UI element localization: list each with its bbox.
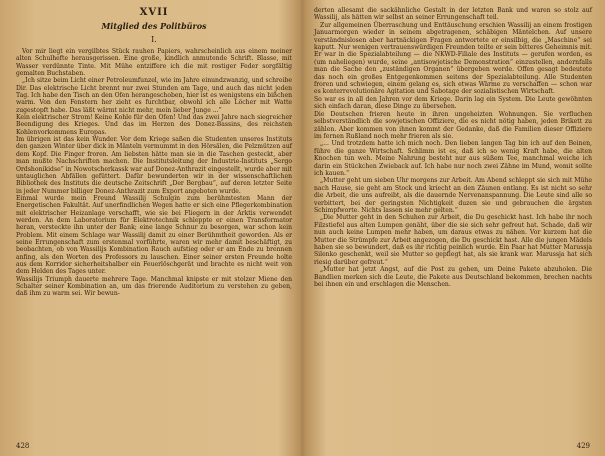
section-number: I. (151, 35, 157, 44)
paragraph: Wassilijs Triumph dauerte mehrere Tage. Manchmal knipste er mit stolzer Miene den Schalter seiner Kombination an, um das frierende Auditorium zu verstehen zu geben, daß ihm zu warm sei. Wir bewun- (16, 275, 292, 298)
page-number: 429 (576, 442, 590, 450)
paragraph: Vor mir liegt ein vergilbtes Stück rauhen Papiers, wahrscheinlich aus einem meiner alten Schulhefte herausgerissen. Eine große, kindlich anmutende Schrift. Blasse, mit Wasser verdünnte Tinte. Mit Mühe entziffere ich die mit rostiger Feder sorgfältig gemalten Buchstaben. (16, 48, 292, 78)
paragraph: „... Und trotzdem hatte ich mich noch. Den lieben langen Tag bin ich auf den Beinen, führe die ganze Wirtschaft. Schlimm ist es, daß ich so wenig Kraft habe, die alten Knochen tun weh. Meine Nahrung besteht nur aus süßem Tee, manchmal weiche ich darin ein Stückchen Zwieback auf. Ich habe nur noch zwei Zähne im Mund, womit sollte ich kauen.“ (314, 140, 592, 177)
paragraph: Einmal wurde mein Freund Wassilij Schulgin zum berühmtesten Mann der Energetischen Fakultät. Auf unerfindlichen Wegen hatte er sich eine Pflegerkombination mit elektrischer Heizanlage verschafft, wie sie bei Fliegern in der Arktis verwendet werden. An dem Laboratorium für Elektrotechnik schleppte er einen Transformator heran, versteckte ihn unter der Bank; eine lange Schnur zu besorgen, war schon kein Problem. Mit einem Schlage war Wassilij damit zu einer Berühmtheit geworden. Als er seine Errungenschaft zum erstenmal vorführte, waren wir mehr damit beschäftigt, zu beobachten, ob von Wassilijs Kombination Rauch aufstieg oder er am Ende zu brennen anfing, als den Worten des Professors zu lauschen. Einer seiner ersten Freunde holte aus dem Korridor sicherheitshalber ein Feuerlöschgerät und brachte es nicht weit von dem Helden des Tages unter. (16, 194, 292, 276)
chapter-title: Mitglied des Politbüros (101, 21, 207, 31)
paragraph: „Die Mutter geht in den Schuhen zur Arbeit, die Du geschickt hast. Ich habe ihr noch Filzstiefel aus alten Lumpen genäht, über die sie sich sehr gefreut hat. Schade, daß wir nun auch keine Lumpen mehr haben, um daraus etwas zu nähen. Vor kurzem hat die Mutter die Strümpfe zur Arbeit angezogen, die Du geschickt hast. Alle die jungen Mädels haben sie so bewundert, daß es ihr richtig peinlich wurde. Ein Paar hat Mutter Marussja Silenko geschenkt, weil sie Mutter so gepflegt hat, als sie krank war. Marussja hat sich riesig darüber gefreut.“ (314, 214, 592, 266)
paragraph: „Mutter hat jetzt Angst, auf die Post zu gehen, um Deine Pakete abzuholen. Die Bandlien merken sich die Leute, die Pakete aus Deutschland bekommen, brechen nachts bei ihnen ein und erschlagen die Menschen. (314, 266, 592, 289)
chapter-number: XVII (139, 7, 169, 18)
paragraph: Im übrigen ist das kein Wunder. Vor dem Kriege saßen die Studenten unseres Instituts den ganzen Winter über dick in Mänteln vermummt in den Hörsälen, die Pelzmützen auf dem Kopf. Die Finger froren. Am liebsten hätte man sie in die Taschen gesteckt, aber man mußte Nachschriften machen. Die Institutsleitung der Industrie-Instituts „Sergo Ordshonikidse“ in Nowotscherkassk war auf Donez-Anthrazit eingestellt, wurde aber mit untauglichen Abfällen gefüttert. Dafür bewunderten wir in der wissenschaftlichen Bibliothek des Instituts die deutsche Zeitschrift „Der Bergbau“, auf deren letzter Seite in jeder Nummer billiger Donez-Anthrazit zum Export angeboten wurde. (16, 136, 292, 195)
paragraph: So war es in all den Jahren vor dem Kriege. Darin lag ein System. Die Leute gewöhnten sich einfach daran, diese Dinge zu übersehen. (314, 95, 592, 111)
paragraph: „Ich sitze beim Licht einer Petroleumfunzel, wie im Jahre einundzwanzig, und schreibe Dir. Das elektrische Licht brennt nur zwei Stunden am Tage, und auch das nicht jeden Tag. Ich habe den Tisch an den Ofen herangeschoben, hier ist es wenigstens ein bißchen warm. Von den Fenstern her zieht es furchtbar, obwohl ich alle Löcher mit Watte zugestopft habe. Das läßt wärmt nicht mehr, mein lieber Junge ...“ (16, 77, 292, 114)
paragraph: Zur allgemeinen Überraschung und Enttäuschung erschien Wassilij an einem frostigen Januarmorgen wieder in seinem abgetragenen, schäbigen Mäntelchen. Auf unsere verständnislosen aber hartnäckigen Fragen antwortete er einsilbig, die „Maschine“ sei kaputt. Nur wenigen vertrauenswürdigen Freunden teilte er sein bitteres Geheimnis mit. Er war in die Spezialabteilung — die NKWD-Filiale des Instituts — gerufen worden, es (um naheliegen) wurde, seine „antisowjetische Demonstration“ einzustellen, andernfalls man die Sache den „zuständigen Organen“ übergeben werde. Offen gesagt bedeutete das noch ein großes Entgegenkommen seitens der Spezialabteilung. Alle Studenten froren und schwiegen, einem gelang es, sich etwas Wärme zu verschaffen — schon war es konterrevolutionäre Agitation und Sabotage der sozialistischen Wirtschaft. (314, 21, 592, 96)
right-page (302, 0, 604, 456)
paragraph: derten allesamt die sackähnliche Gestalt in der letzten Bank und waren so stolz auf Wassilij, als hätten wir selbst an seiner Errungenschaft teil. (314, 7, 592, 22)
left-page (0, 0, 302, 456)
paragraph: Die Deutschen frieren heute in ihren ungeheizten Wohnungen. Sie verfluchen selbstverständlich die sowjetischen Offiziere, die es nicht nötig haben, jeden Brikett zu zählen. Aber kommen von ihnen kommt der Gedanke, daß die Familien dieser Offiziere im fernen Rußland noch mehr frieren als sie. (314, 110, 592, 140)
paragraph: „Mutter geht um sieben Uhr morgens zur Arbeit. Am Abend schleppt sie sich mit Mühe nach Hause, sie geht am Stock und kriecht an den Zäunen entlang. Es ist nicht so sehr die Arbeit, die uns aufreibt, als die dauernde Nervenanspannung. Die Leute sind alle so verbittert, bei der geringsten Nichtigkeit duzen sie und gebrauchen die ärgsten Schimpfworte. Nichts lassen sie mehr gelten.“ (314, 177, 592, 214)
paragraph: Kein elektrischer Strom! Keine Kohle für den Ofen! Und das zwei Jahre nach siegreicher Beendigung des Krieges. Und das im Herzen des Donez-Bassins, des reichsten Kohlenvorkommens Europas. (16, 114, 292, 136)
page-number: 428 (16, 442, 30, 450)
